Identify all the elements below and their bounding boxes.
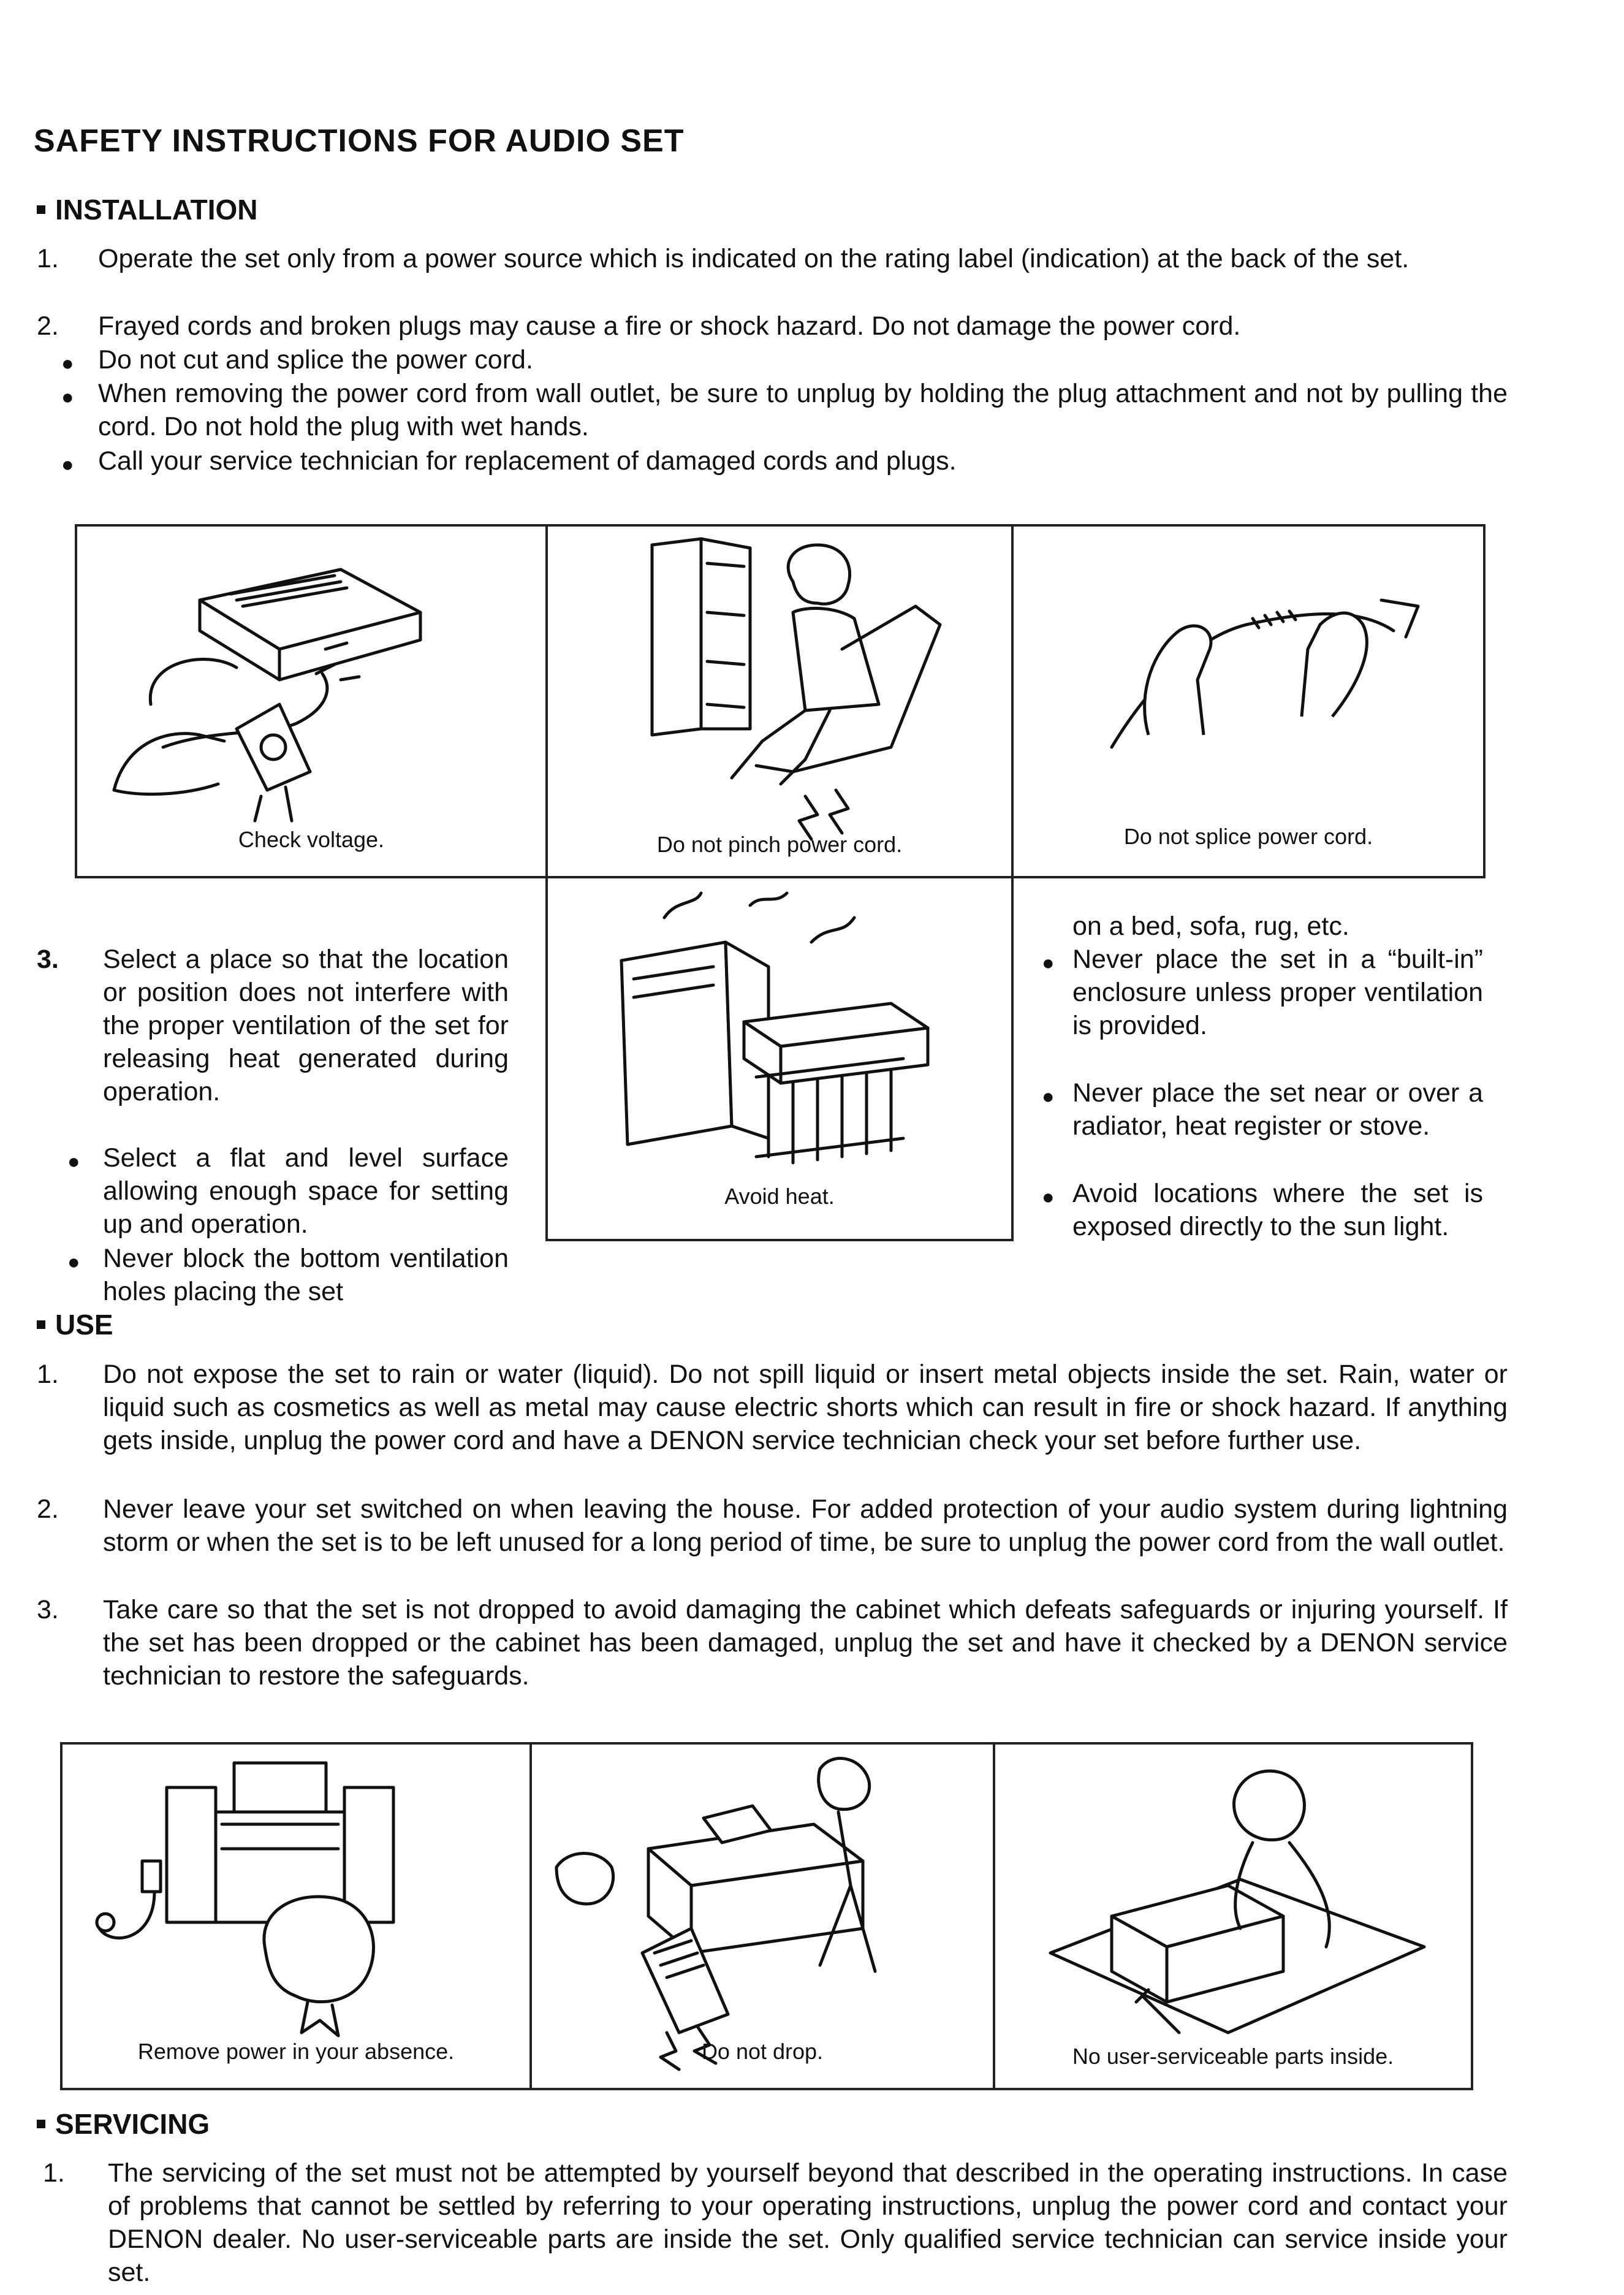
figure-check-voltage xyxy=(77,527,545,876)
do-not-pinch-illustration xyxy=(548,527,1011,876)
item-text: Take care so that the set is not dropped to avoid damaging the cabinet which defeats safeguards or injuring yourself. If the set has been dropped or the cabinet has been damaged, unplug the set and have it checked by a DENON service technician to restore the safeguards. xyxy=(103,1595,1508,1691)
figure-caption: Check voltage. xyxy=(238,827,385,852)
item-text: Select a place so that the location or position does not interfere with the proper ventilation of the set for releasing heat generated during operation. xyxy=(103,945,509,1106)
servicing-item-1 xyxy=(43,2156,1508,2291)
figure-do-not-pinch xyxy=(548,527,1011,876)
item-3-continued-text: on a bed, sofa, rug, etc. xyxy=(1072,912,1349,941)
square-bullet-icon xyxy=(37,2120,45,2128)
installation-bullet-1 xyxy=(61,343,1508,378)
figure-avoid-heat xyxy=(548,881,1011,1239)
servicing-heading-text: SERVICING xyxy=(55,2108,210,2140)
bullet-text: Select a flat and level surface allowing enough space for setting up and operation. xyxy=(103,1143,509,1239)
do-not-drop-illustration xyxy=(532,1745,993,2088)
bullet-dot-icon: ● xyxy=(1042,1186,1055,1209)
bullet-text: When removing the power cord from wall outlet, be sure to unplug by holding the plug attachment and not by pulling the cord. Do not hold the plug with wet hands. xyxy=(98,379,1508,441)
check-voltage-illustration xyxy=(77,527,545,876)
figure-caption: Do not drop. xyxy=(701,2039,824,2064)
section-heading-installation xyxy=(37,193,257,226)
item-text: Operate the set only from a power source which is indicated on the rating label (indication) at the back of the set. xyxy=(98,244,1410,273)
item-text: Never leave your set switched on when leaving the house. For added protection of your audio system during lightning storm or when the set is to be left unused for a long period of time, be sure to unplug the power cord from the wall outlet. xyxy=(103,1494,1508,1557)
item-3-bullet-right-2 xyxy=(1042,1076,1483,1177)
item-text: The servicing of the set must not be attempted by yourself beyond that described in the operating instructions. In case of problems that cannot be settled by referring to your operating instructions, unplug the power cord and contact your DENON dealer. No user-serviceable parts are inside the set. Only qualified service technician can service inside your set. xyxy=(108,2158,1508,2287)
square-bullet-icon xyxy=(37,1320,45,1329)
figure-caption: Do not pinch power cord. xyxy=(656,832,903,857)
bullet-dot-icon: ● xyxy=(61,352,74,375)
item-3-bullet-left-1 xyxy=(67,1141,509,1242)
item-3-bullet-right-3 xyxy=(1042,1177,1483,1277)
section-heading-servicing xyxy=(37,2107,210,2141)
panel-divider xyxy=(545,1239,1014,1241)
bullet-dot-icon: ● xyxy=(1042,951,1055,975)
figure-caption: Remove power in your absence. xyxy=(137,2039,455,2064)
bullet-dot-icon: ● xyxy=(67,1150,80,1173)
remove-power-illustration xyxy=(63,1745,529,2088)
bullet-dot-icon: ● xyxy=(67,1250,80,1274)
figure-caption: Avoid heat. xyxy=(724,1184,835,1209)
section-heading-use xyxy=(37,1308,113,1341)
figure-remove-power xyxy=(63,1745,529,2088)
installation-heading-text: INSTALLATION xyxy=(55,194,258,226)
no-user-serviceable-illustration xyxy=(995,1745,1471,2088)
figure-do-not-drop xyxy=(532,1745,993,2088)
bullet-dot-icon: ● xyxy=(61,386,74,409)
use-item-3 xyxy=(37,1593,1508,1694)
item-number: 1. xyxy=(37,1360,59,1389)
bullet-text: Do not cut and splice the power cord. xyxy=(98,345,533,375)
installation-bullet-3 xyxy=(61,444,1508,479)
bullet-text: Never place the set near or over a radiator, heat register or stove. xyxy=(1072,1078,1483,1141)
installation-bullet-2 xyxy=(61,377,1508,444)
bullet-dot-icon: ● xyxy=(1042,1085,1055,1108)
installation-item-2 xyxy=(37,310,1508,344)
figure-caption: Do not splice power cord. xyxy=(1123,824,1373,849)
item-number: 1. xyxy=(37,244,59,273)
bullet-dot-icon: ● xyxy=(61,453,74,476)
figure-caption: No user-serviceable parts inside. xyxy=(1072,2044,1394,2069)
item-number: 3. xyxy=(37,1595,59,1624)
bullet-text: Call your service technician for replacement of damaged cords and plugs. xyxy=(98,446,957,476)
item-number: 1. xyxy=(43,2158,65,2188)
use-item-1 xyxy=(37,1358,1508,1493)
use-heading-text: USE xyxy=(55,1309,113,1341)
bullet-text: Avoid locations where the set is exposed directly to the sun light. xyxy=(1072,1179,1483,1241)
item-number: 2. xyxy=(37,1494,59,1524)
figure-do-not-splice xyxy=(1014,527,1483,876)
bullet-text: Never block the bottom ventilation holes placing the set xyxy=(103,1244,509,1306)
installation-item-1 xyxy=(37,242,1508,310)
figure-no-user-serviceable xyxy=(995,1745,1471,2088)
square-bullet-icon xyxy=(37,205,45,214)
bullet-text: Never place the set in a “built-in” enclosure unless proper ventilation is provided. xyxy=(1072,945,1483,1040)
item-text: Frayed cords and broken plugs may cause a fire or shock hazard. Do not damage the power cord. xyxy=(98,311,1241,341)
item-3-bullet-left-2 xyxy=(67,1242,509,1309)
use-item-2 xyxy=(37,1493,1508,1593)
item-number: 2. xyxy=(37,311,59,341)
page-title: SAFETY INSTRUCTIONS FOR AUDIO SET xyxy=(34,123,685,159)
item-text: Do not expose the set to rain or water (liquid). Do not spill liquid or insert metal objects inside the set. Rain, water or liquid such as cosmetics as well as metal may cause electric shorts which can result in fire or shock hazard. If anything gets inside, unplug the power cord and have a DENON service technician check your set before further use. xyxy=(103,1360,1508,1455)
item-number: 3. xyxy=(37,945,59,974)
item-3-bullet-right-1 xyxy=(1042,943,1483,1076)
installation-item-3 xyxy=(37,943,509,1142)
